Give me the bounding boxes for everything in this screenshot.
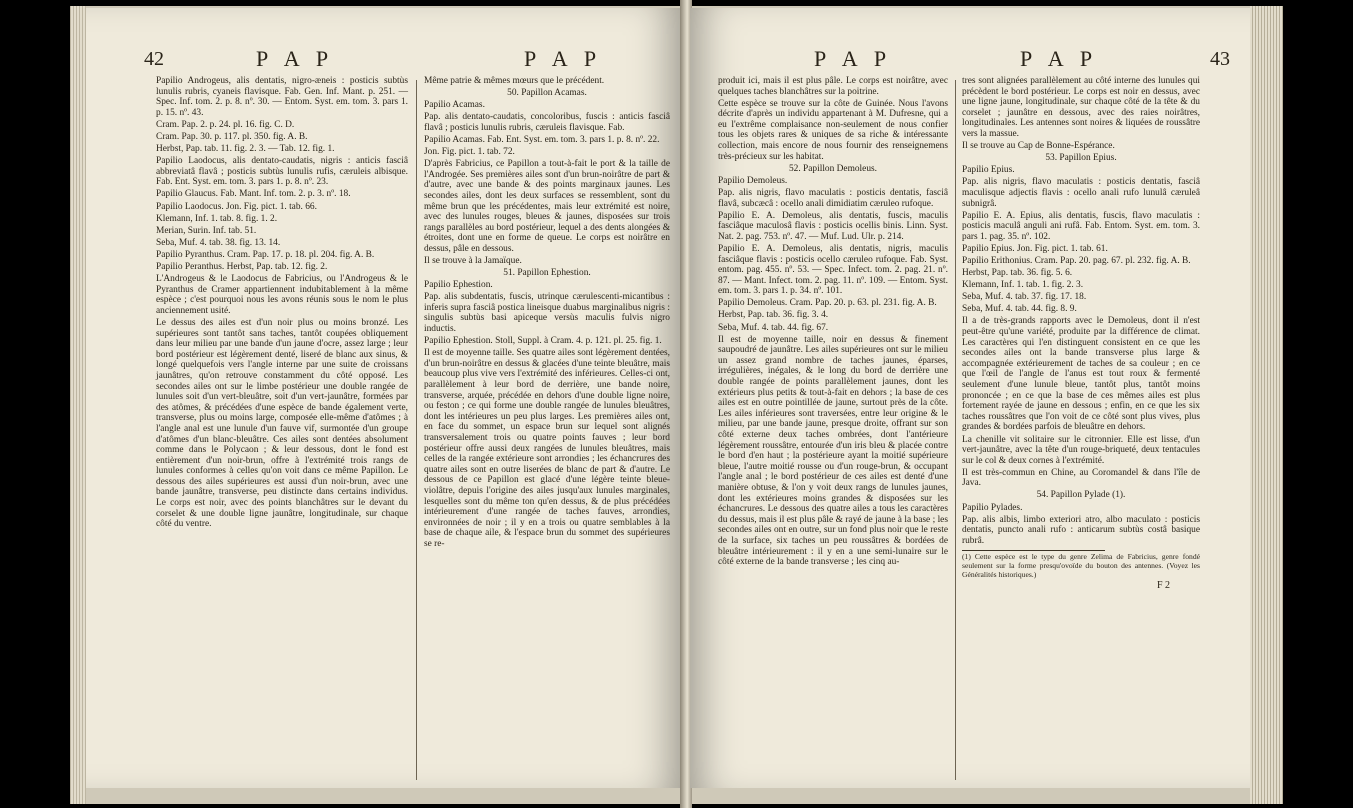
right-col1-paragraph: produit ici, mais il est plus pâle. Le corps est noirâtre, avec quelques taches blanchâtres sur la poitrine. [718, 76, 948, 97]
left-col1-paragraph: Papilio Androgeus, alis dentatis, nigro-æneis : posticis subtùs lunulis rubris, cyaneis flavisque. Fab. Gen. Inf. Mant. p. 251. — Spec. Inf. tom. 2. p. 8. nº. 30. — Entom. Syst. em. tom. 3. pars 1. p. 15. nº. 43. [156, 76, 408, 118]
right-col2-paragraph: La chenille vit solitaire sur le citronnier. Elle est lisse, d'un vert-jaunâtre, avec la tête d'un rouge-briqueté, deux tentacules sur le col & deux cornes à l'extrémité. [962, 434, 1200, 466]
left-col1-paragraph: Le dessus des ailes est d'un noir plus ou moins bronzé. Les supérieures sont tantôt sans taches, tantôt coupées obliquement dans leur milieu par une bande d'un jaune d'ocre, assez large ; leur bord postérieur est légèrement denté, liseré de blanc aux sinus, & longé quelquefois vers l'angle interne par une suite de croissans jaunâtres, qu'on retrouve constamment du côté opposé. Les secondes ailes ont sur le limbe postérieur une double rangée de lunules soit d'un vert-bleuâtre, soit d'un vert-jaunâtre, formées par des atômes, & précédées d'une espèce de bande également verte, transverse, plus ou moins large, composée elle-même d'atômes ; à l'angle anal est une lunule d'un fauve vif, surmontée d'un groupe d'atômes d'un blanc-bleuâtre. Ces ailes sont dentées absolument comme dans le Polycaon ; & leur dessous, dont le fond est entièrement d'un noir-brun, offre à l'extrémité trois rangs de lunules conformes à celles qu'on voit dans ce même Papillon. Le dessous des ailes supérieures est aussi d'un noir-brun, avec une bande jaunâtre, transverse, peu distincte dans certains individus. Le corps est noir, avec des points blanchâtres sur le devant du corselet & une double ligne jaunâtre, longitudinale, sur chaque côté du ventre. [156, 317, 408, 530]
right-col1-paragraph: Seba, Muf. 4. tab. 44. fig. 67. [718, 322, 829, 333]
right-col1-paragraph: Papilio E. A. Demoleus, alis dentatis, nigris, maculis fasciâque flavis : posticis ocello cæruleo rufoque. Fab. Syst. entom. pag. 455. nº. 53. — Spec. Infect. tom. 2. pag. 21. nº. 87. — Mant. Infect. tom. 2. pag. 11. nº. 109. — Entom. Syst. em. tom. 3. pars 1. p. 34. nº. 101. [718, 243, 948, 297]
left-col1-paragraph: Merian, Surin. Inf. tab. 51. [156, 225, 257, 236]
footnote-rule [962, 550, 1105, 551]
left-col1-paragraph: Herbst, Pap. tab. 11. fig. 2. 3. — Tab. 12. fig. 1. [156, 144, 335, 155]
right-head-word-2: P A P [1020, 46, 1099, 71]
right-col2-paragraph: Papilio Pylades. [962, 502, 1023, 513]
right-col2-paragraph: Papilio E. A. Epius, alis dentatis, fuscis, flavo maculatis : posticis maculâ anguli ani rufâ. Fab. Entom. Syst. em. tom. 3. pars 1. pag. 35. nº. 102. [962, 210, 1200, 242]
right-col2-paragraph: Il a de très-grands rapports avec le Demoleus, dont il n'est peut-être qu'une variété, produite par la différence de climat. Les caractères qui l'en distinguent consistent en ce que les secondes ailes ont la bande transverse plus large & accompagnée extérieurement de taches de sa couleur ; en ce que l'œil de l'angle de l'anus est tout roux & fermenté seulement d'une lunule bleue, tantôt plus, tantôt moins prononcée ; en ce que la base de ces mêmes ailes est plus fortement rayée de jaune en dessous ; enfin, en ce que les six taches roussâtres que l'on voit de ce côté sont plus vives, plus grandes & bordées parfois de bleuâtre en dehors. [962, 316, 1200, 433]
left-head-word-2: P A P [524, 46, 603, 71]
left-page-number: 42 [144, 48, 164, 70]
right-col1-paragraph: Cette espèce se trouve sur la côte de Guinée. Nous l'avons décrite d'après un individu appartenant à M. Dufresne, qui a eu l'extrême complaisance non-seulement de nous confier tous les objets rares & uniques de sa riche & intéressante collection, mais encore de nous fournir des renseignemens très-précieux sur les habitat. [718, 98, 948, 162]
right-col2-paragraph: Papilio Epius. [962, 165, 1015, 176]
right-col1-paragraph: Il est de moyenne taille, noir en dessus & finement saupoudré de jaunâtre. Les ailes supérieures ont sur le milieu un assez grand nombre de taches jaunes, éparses, irrégulières, inégales, & le long du bord de derrière une double rangée de points parallèlement jaunes, dont les extérieurs plus petits & tout-à-fait en dehors ; la base de ces ailes est en outre pointillée de jaune, surtout près de la côte. Les ailes inférieures sont traversées, entre leur origine & le milieu, par une bande jaune, presque droite, offrant sur son côté externe deux taches ombrées, dont l'antérieure légèrement roussâtre, entourée d'un iris bleu & placée contre le bord d'en haut ; la postérieure ayant la moitié supérieure bleue, l'autre moitié rousse ou d'un rouge-brun, & occupant l'angle anal ; le bord postérieur de ces ailes est denté d'une manière obtuse, & l'on y voit deux rangs de lunules jaunes, dont les extérieures moins grandes & disposées sur les échancrures. Le dessous des quatre ailes a tous les caractères du dessus, mais il est plus pâle & rayé de jaune à la base ; les secondes ailes ont en outre, sur un fond plus noir que le reste de la surface, six taches un peu roussâtres & bordées de bleuâtre intérieurement : il y en a une semi-lunaire sur le côté externe de la bande transverse ; les cinq au- [718, 334, 948, 568]
right-col2-paragraph: Papilio Epius. Jon. Fig. pict. 1. tab. 61. [962, 243, 1108, 254]
right-col2-paragraph: tres sont alignées parallèlement au côté interne des lunules qui précèdent le bord postérieur. Le corps est noir en dessus, avec une ligne jaune, longitudinale, sur chaque côté de la tête & du corselet ; jaunâtre en dessous, avec des raies noirâtres, longitudinales. Les antennes sont noires & liquées de roussâtre vers la massue. [962, 76, 1200, 139]
right-col2-paragraph: Herbst, Pap. tab. 36. fig. 5. 6. [962, 268, 1073, 279]
left-col2-paragraph: 50. Papillon Acamas. [507, 88, 587, 99]
left-page [86, 8, 680, 788]
right-col1-paragraph: Papilio E. A. Demoleus, alis dentatis, fuscis, maculis fasciâque maculosâ flavis : posticis ocellis binis. Linn. Syst. Nat. 2. pag. 753. nº. 47. — Muf. Lud. Ulr. p. 214. [718, 210, 948, 242]
right-running-head [690, 46, 1250, 76]
left-col1-paragraph: Papilio Pyranthus. Cram. Pap. 17. p. 18. pl. 204. fig. A. B. [156, 249, 375, 260]
right-col2-paragraph: Seba, Muf. 4. tab. 44. fig. 8. 9. [962, 304, 1077, 315]
left-column-2 [424, 76, 670, 551]
right-col1-paragraph: Papilio Demoleus. [718, 175, 788, 186]
left-col1-paragraph: Papilio Glaucus. Fab. Mant. Inf. tom. 2. p. 3. nº. 18. [156, 189, 351, 200]
right-col2-paragraph: 53. Papillon Epius. [1045, 153, 1117, 164]
left-col1-paragraph: Seba, Muf. 4. tab. 38. fig. 13. 14. [156, 237, 281, 248]
right-column-2 [962, 76, 1200, 593]
right-col1-paragraph: 52. Papillon Demoleus. [788, 163, 877, 174]
left-col2-paragraph: Il est de moyenne taille. Ses quatre ailes sont légèrement dentées, d'un brun-noirâtre en dessus & glacées d'une teinte bleuâtre, mais beaucoup plus vive vers l'extrémité des inférieures. Celles-ci ont, parallèlement à leur bord de derrière, une bande noire, transverse, arquée, précédée en dehors d'une double ligne noire, ou feston ; ce qui forme une double rangée de lunules bleuâtres, dont les intérieures un peu plus larges. Les premières ailes ont, en face du sommet, un espace brun sur lequel sont alignés transversalement trois ou quatre points fauves ; leur bord postérieur offre aussi deux rangées de lunules bleuâtres, mais celles de la rangée extérieure sont arrondies ; les échancrures des quatre ailes sont en outre liserées de blanc de part & d'autre. Le dessous de ce Papillon est glacé d'une légère teinte bleue-violâtre, depuis l'origine des ailes jusqu'aux lunules marginales, lesquelles sont du même ton qu'en dessus, & de plus précédées intérieurement d'une rangée de taches fauves, arrondies, environnées de noir ; il y en a trois ou quatre semblables à la base de chaque aile, & l'espace brun du sommet des supérieures se re- [424, 348, 670, 549]
left-col1-paragraph: Papilio Laodocus, alis dentato-caudatis, nigris : anticis fasciâ abbreviatâ flavâ ; posticis subtùs lunulis rufis, cæruleis albisque. Fab. Ent. Syst. em. tom. 3. pars 1. p. 8. nº. 23. [156, 156, 408, 188]
right-column-2-body [962, 76, 1200, 546]
page-signature: F 2 [1156, 579, 1170, 591]
left-column-1 [156, 76, 408, 531]
page-edges-right [1250, 6, 1283, 804]
right-col1-paragraph: Papilio Demoleus. Cram. Pap. 20. p. 63. pl. 231. fig. A. B. [718, 298, 937, 309]
right-col2-paragraph: Il se trouve au Cap de Bonne-Espérance. [962, 141, 1115, 152]
right-col2-paragraph: Papilio Erithonius. Cram. Pap. 20. pag. 67. pl. 232. fig. A. B. [962, 256, 1191, 266]
page-edges-left [70, 6, 86, 804]
footnote: (1) Cette espèce est le type du genre Zelima de Fabricius, genre fondé seulement sur la forme presqu'ovoïde du bouton des antennes. (Voyez les Généralités historiques.) [962, 552, 1200, 579]
right-col2-paragraph: Klemann, Inf. 1. tab. 1. fig. 2. 3. [962, 280, 1084, 291]
right-col2-paragraph: 54. Papillon Pylade (1). [1036, 490, 1126, 501]
left-col1-paragraph: Papilio Laodocus. Jon. Fig. pict. 1. tab. 66. [156, 201, 317, 212]
left-head-word-1: P A P [256, 46, 335, 71]
left-col2-paragraph: Papilio Ephestion. Stoll, Suppl. à Cram. 4. p. 121. pl. 25. fig. 1. [424, 336, 662, 347]
right-page [690, 8, 1250, 788]
left-col2-paragraph: Papilio Acamas. [424, 100, 485, 111]
left-col2-paragraph: 51. Papillon Ephestion. [503, 268, 591, 279]
left-col2-paragraph: Même patrie & mêmes mœurs que le précédent. [424, 76, 605, 86]
left-col1-paragraph: L'Androgeus & le Laodocus de Fabricius, ou l'Androgeus & le Pyranthus de Cramer appartiennent indubitablement à la même espèce ; c'est pourquoi nous les avons réunis sous le nom le plus anciennement usité. [156, 274, 408, 316]
left-running-head [86, 46, 680, 76]
column-rule [955, 80, 956, 780]
right-head-word-1: P A P [814, 46, 893, 71]
left-col2-paragraph: D'après Fabricius, ce Papillon a tout-à-fait le port & la taille de l'Androgée. Ses premières ailes sont d'un brun-noirâtre de part & d'autre, avec une bande & des points marginaux jaunes. Les secondes ailes, dont les deux surfaces se ressemblent, sont du même brun que les précédentes, mais leur extrémité est noire, avec des lunules rouges, bleues & jaunes, disposées sur trois rangs parallèles au bord postérieur, lequel a des dents alongées & étroites, dont une en forme de queue. Le corps est noirâtre en dessus, pâle en dessous. [424, 159, 670, 254]
right-col2-paragraph: Pap. alis nigris, flavo maculatis : posticis dentatis, fasciâ maculisque adjectis flavis : ocello anali rufo lunulâ cæruleâ subnigrâ. [962, 177, 1200, 209]
left-col1-paragraph: Papilio Peranthus. Herbst, Pap. tab. 12. fig. 2. [156, 262, 328, 272]
left-col1-paragraph: Cram. Pap. 30. p. 117. pl. 350. fig. A. B. [156, 131, 308, 142]
column-rule [416, 80, 417, 780]
left-col2-paragraph: Jon. Fig. pict. 1. tab. 72. [424, 147, 515, 158]
left-col2-paragraph: Il se trouve à la Jamaïque. [424, 256, 522, 266]
right-col2-paragraph: Seba, Muf. 4. tab. 37. fig. 17. 18. [962, 292, 1087, 303]
right-col2-paragraph: Pap. alis albis, limbo exteriori atro, albo maculato : posticis dentatis, puncto anali rufo : anticarum subtùs costâ basique rubrâ. [962, 514, 1200, 546]
right-col1-paragraph: Herbst, Pap. tab. 36. fig. 3. 4. [718, 310, 829, 321]
right-col2-paragraph: Il est très-commun en Chine, au Coromandel & dans l'île de Java. [962, 467, 1200, 489]
right-col1-paragraph: Pap. alis nigris, flavo maculatis : posticis dentatis, fasciâ flavâ, subcæcâ : ocello anali dimidiatim cæruleo rufoque. [718, 187, 948, 209]
left-col2-paragraph: Pap. alis dentato-caudatis, concoloribus, fuscis : anticis fasciâ flavâ ; posticis lunulis rubris, cæruleis flavisque. Fab. [424, 112, 670, 133]
left-col2-paragraph: Papilio Acamas. Fab. Ent. Syst. em. tom. 3. pars 1. p. 8. nº. 22. [424, 134, 660, 145]
right-column-1 [718, 76, 948, 569]
left-col2-paragraph: Papilio Ephestion. [424, 280, 493, 291]
left-col1-paragraph: Klemann, Inf. 1. tab. 8. fig. 1. 2. [156, 213, 278, 224]
left-col1-paragraph: Cram. Pap. 2. p. 24. pl. 16. fig. C. D. [156, 119, 295, 130]
right-page-number: 43 [1210, 48, 1230, 70]
left-col2-paragraph: Pap. alis subdentatis, fuscis, utrinque cærulescenti-micantibus : inferis supra fasciâ postica lineisque duabus marginalibus nigris : singulis subtùs basi apiceque versùs maculis fulvis nigro inductis. [424, 292, 670, 335]
